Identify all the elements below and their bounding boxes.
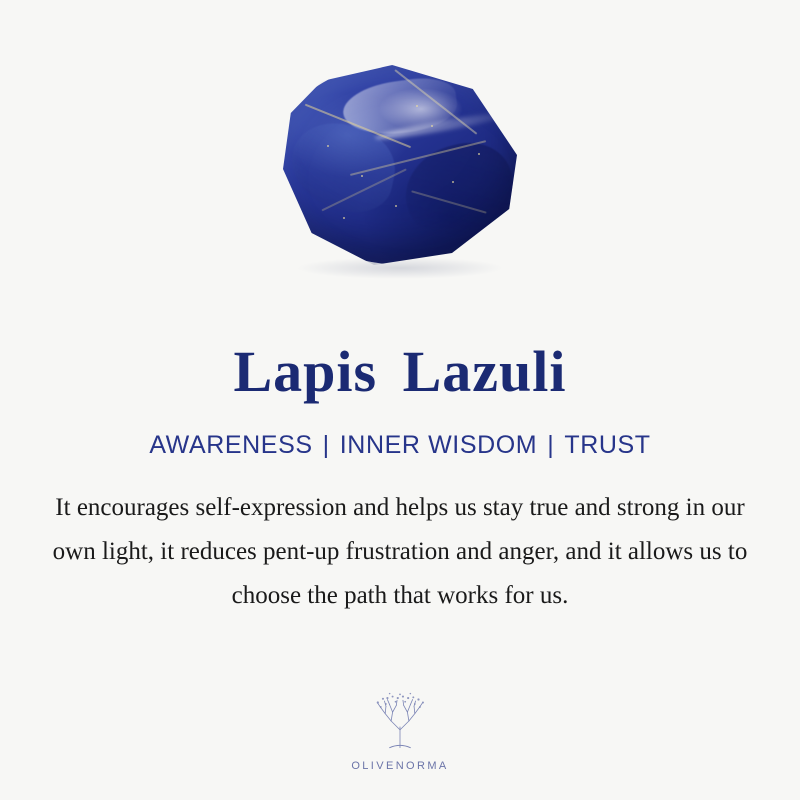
keyword-awareness: AWARENESS	[149, 431, 313, 459]
stone-image-area	[0, 0, 800, 330]
lapis-lazuli-stone-image	[270, 65, 530, 265]
page-title: Lapis Lazuli	[233, 339, 567, 404]
description-text: It encourages self-expression and helps us stay true and strong in our own light, it reduces pent-up frustration and anger, and it allows us to choose the path that works for us.	[52, 494, 748, 609]
stone-fleck	[361, 175, 363, 177]
stone-fleck	[452, 181, 454, 183]
keyword-separator: |	[322, 431, 330, 459]
stone-fleck	[478, 153, 480, 155]
keyword-list	[149, 431, 650, 460]
keyword-separator: |	[547, 431, 555, 459]
stone-fleck	[343, 217, 345, 219]
keyword-trust: TRUST	[564, 431, 651, 459]
brand-name: OLIVENORMA	[351, 760, 449, 772]
stone-fleck	[395, 205, 397, 207]
stone-body	[270, 65, 530, 265]
stone-fleck	[416, 105, 418, 107]
brand-logo-area	[0, 684, 800, 772]
keyword-inner-wisdom: INNER WISDOM	[339, 431, 538, 459]
tree-of-life-icon	[363, 684, 437, 758]
